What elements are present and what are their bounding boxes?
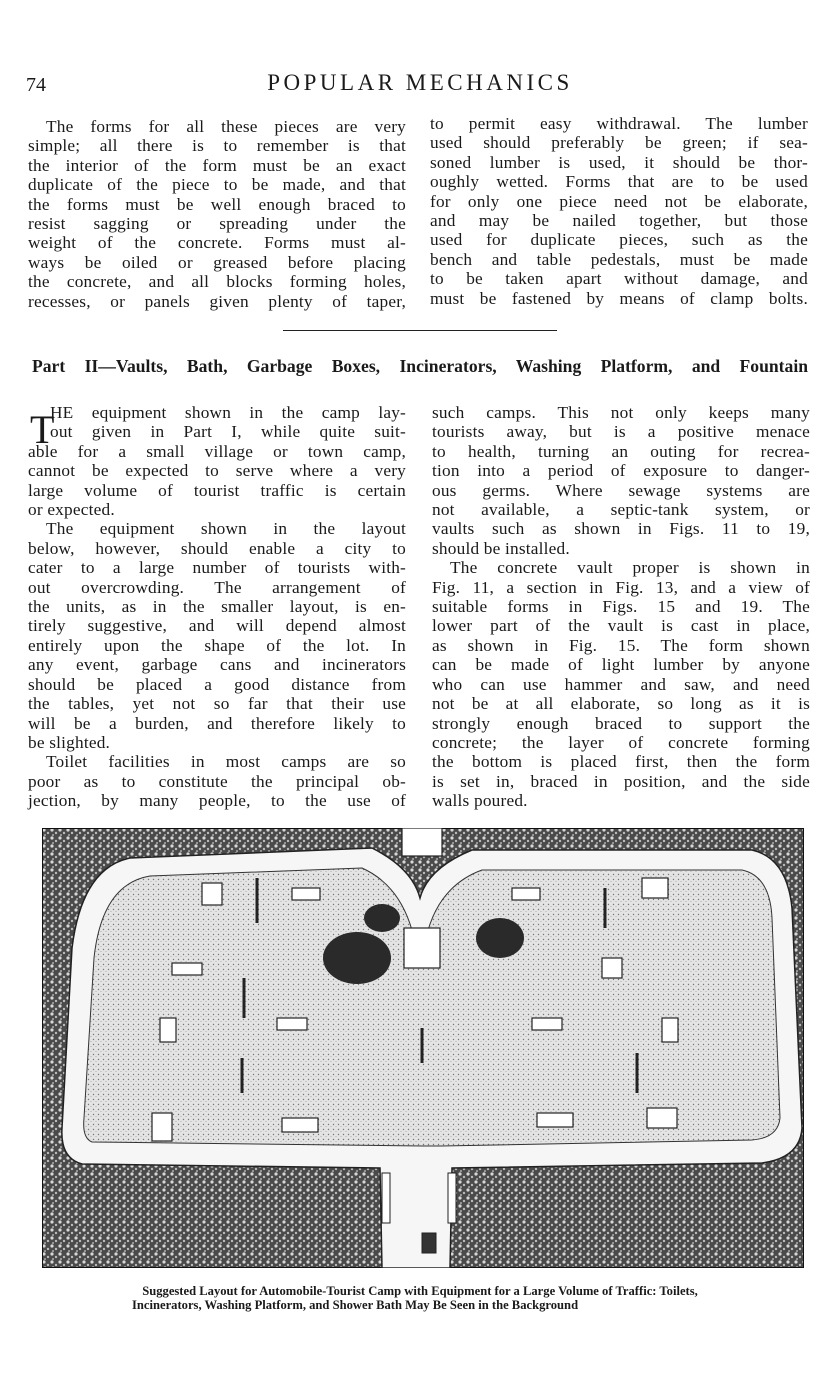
text-line: lower part of the vault is cast in place, — [432, 616, 810, 636]
text-line: bench and table pedestals, must be made — [430, 249, 808, 269]
section-heading: Part II—Vaults, Bath, Garbage Boxes, Incinerators, Washing Platform, and Fountain — [32, 356, 808, 376]
drop-cap: T — [30, 407, 55, 452]
text-line: not available, a septic-tank system, or — [432, 500, 810, 520]
text-line: ways be oiled or greased before placing — [28, 252, 406, 272]
text-line: HE equipment shown in the camp lay- — [50, 403, 406, 422]
text-line: able for a small village or town camp, — [28, 441, 406, 461]
text-line: strongly enough braced to support the — [432, 713, 810, 733]
text-line: the units, as in the smaller layout, is en- — [28, 597, 406, 617]
text-line: duplicate of the piece to be made, and that — [28, 175, 406, 195]
text-line: can be made of light lumber by anyone — [432, 655, 810, 675]
figure-caption — [40, 1284, 800, 1312]
text-line: vaults such as shown in Figs. 11 to 19, — [432, 519, 810, 539]
text-line: out given in Part I, while quite suit- — [50, 422, 406, 442]
text-line: large volume of tourist traffic is certain — [28, 480, 406, 500]
text-line: should be placed a good distance from — [28, 674, 406, 694]
text-line: weight of the concrete. Forms must al- — [28, 233, 406, 253]
top-left-column — [28, 117, 406, 311]
text-line: to be taken apart without damage, and — [430, 269, 808, 289]
text-line: tirely suggestive, and will depend almost — [28, 616, 406, 636]
text-line: concrete; the layer of concrete forming — [432, 732, 810, 752]
text-line: used for duplicate pieces, such as the — [430, 230, 808, 250]
text-line: will be a burden, and therefore likely to — [28, 713, 406, 733]
text-line: tourists away, but is a positive menace — [432, 422, 810, 442]
caption-line: Suggested Layout for Automobile-Tourist Camp with Equipment for a Large Volume of Traffic: Toilets, — [142, 1284, 698, 1298]
top-right-column — [430, 114, 808, 308]
text-line: soned lumber is used, it should be thor- — [430, 152, 808, 172]
text-line: the concrete, and all blocks forming holes, — [28, 272, 406, 292]
text-line: cater to a large number of tourists with- — [28, 558, 406, 578]
text-line: resist sagging or spreading under the — [28, 214, 406, 234]
text-line: recesses, or panels given plenty of taper, — [28, 291, 406, 311]
text-line: below, however, should enable a city to — [28, 538, 406, 558]
text-line: must be fastened by means of clamp bolts. — [430, 288, 808, 308]
text-line: The equipment shown in the layout — [46, 519, 406, 539]
text-line: the interior of the form must be an exact — [28, 155, 406, 175]
text-line: such camps. This not only keeps many — [432, 403, 810, 422]
text-line: poor as to constitute the principal ob- — [28, 771, 406, 791]
text-line: Fig. 11, a section in Fig. 13, and a view of — [432, 577, 810, 597]
bottom-right-column — [432, 403, 810, 811]
text-line: any event, garbage cans and incinerators — [28, 655, 406, 675]
text-line: The concrete vault proper is shown in — [450, 558, 810, 578]
text-line: should be installed. — [432, 538, 570, 558]
text-line: Toilet facilities in most camps are so — [46, 752, 406, 772]
text-line: The forms for all these pieces are very — [46, 117, 406, 136]
text-line: ous germs. Where sewage systems are — [432, 480, 810, 500]
text-line: or expected. — [28, 500, 115, 520]
page-number: 74 — [26, 74, 46, 96]
text-line: the forms must be well enough braced to — [28, 194, 406, 214]
text-line: out overcrowding. The arrangement of — [28, 577, 406, 597]
text-line: as shown in Fig. 15. The form shown — [432, 635, 810, 655]
text-line: to permit easy withdrawal. The lumber — [430, 114, 808, 133]
text-line: tion into a period of exposure to danger- — [432, 461, 810, 481]
text-line: the bottom is placed first, then the form — [432, 752, 810, 772]
section-divider — [283, 330, 557, 331]
running-title: POPULAR MECHANICS — [267, 70, 573, 95]
text-line: cannot be expected to serve where a very — [28, 461, 406, 481]
text-line: walls poured. — [432, 791, 528, 811]
text-line: not be at all elaborate, so long as it is — [432, 694, 810, 714]
bottom-left-column — [28, 403, 406, 811]
text-line: oughly wetted. Forms that are to be used — [430, 172, 808, 192]
text-line: to health, turning an outing for recrea- — [432, 441, 810, 461]
text-line: who can use hammer and saw, and need — [432, 674, 810, 694]
text-line: entirely upon the shape of the lot. In — [28, 635, 406, 655]
text-line: is set in, braced in position, and the side — [432, 771, 810, 791]
text-line: used should preferably be green; if sea- — [430, 133, 808, 153]
text-line: simple; all there is to remember is that — [28, 136, 406, 156]
text-line: for only one piece need not be elaborate, — [430, 191, 808, 211]
text-line: the tables, yet not so far that their use — [28, 694, 406, 714]
caption-line: Incinerators, Washing Platform, and Shower Bath May Be Seen in the Background — [132, 1298, 579, 1312]
text-line: be slighted. — [28, 732, 111, 752]
text-line: suitable forms in Figs. 15 and 19. The — [432, 597, 810, 617]
text-line: jection, by many people, to the use of — [28, 791, 406, 811]
text-line: and may be nailed together, but those — [430, 211, 808, 231]
camp-layout-illustration — [42, 828, 804, 1268]
